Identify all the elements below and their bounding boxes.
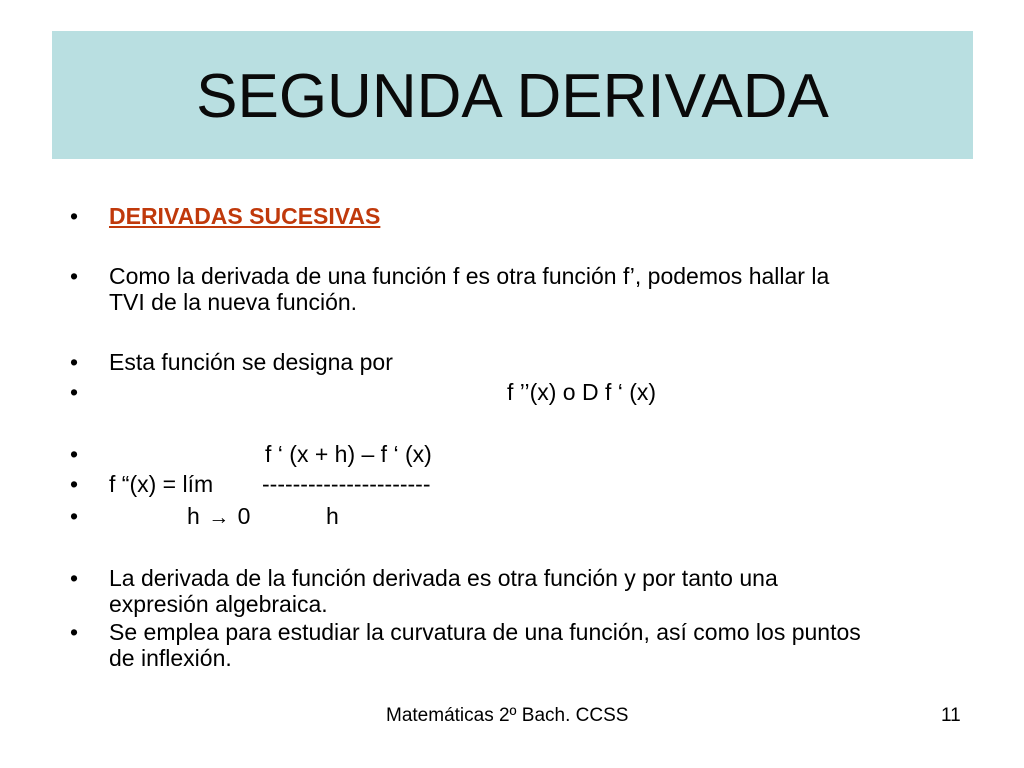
formula-limit-value: 0 [237, 503, 251, 529]
formula-numerator: f ‘ (x + h) – f ‘ (x) [265, 441, 432, 467]
bullet-marker: • [70, 379, 79, 405]
formula-denominator: h [326, 503, 339, 529]
bullet-marker: • [70, 619, 79, 645]
footer-course: Matemáticas 2º Bach. CCSS [386, 705, 629, 726]
bullet-marker: • [70, 441, 79, 467]
paragraph-line: TVI de la nueva función. [109, 289, 358, 315]
bullet-marker: • [70, 565, 79, 591]
notation-text: f ’’(x) o D f ‘ (x) [507, 379, 657, 405]
paragraph-line: expresión algebraica. [109, 591, 328, 617]
page-number: 11 [941, 705, 961, 726]
section-heading: DERIVADAS SUCESIVAS [109, 203, 381, 229]
paragraph-line: Como la derivada de una función f es otra función f’, podemos hallar la [109, 263, 830, 289]
paragraph-line: Se emplea para estudiar la curvatura de una función, así como los puntos [109, 619, 861, 645]
bullet-marker: • [70, 263, 79, 289]
title-bar [52, 31, 973, 159]
paragraph-line: La derivada de la función derivada es otra función y por tanto una [109, 565, 778, 591]
bullet-marker: • [70, 503, 79, 529]
arrow-right-icon: → [208, 506, 230, 529]
slide-title: SEGUNDA DERIVADA [196, 62, 829, 131]
paragraph-line: de inflexión. [109, 645, 232, 671]
formula-lhs: f “(x) = lím [109, 471, 214, 497]
formula-limit-variable: h [187, 503, 200, 529]
formula-fraction-bar: ---------------------- [262, 471, 431, 497]
bullet-marker: • [70, 471, 79, 497]
paragraph-line: Esta función se designa por [109, 349, 393, 375]
formula-limit [187, 503, 250, 531]
bullet-marker: • [70, 203, 79, 229]
bullet-marker: • [70, 349, 79, 375]
